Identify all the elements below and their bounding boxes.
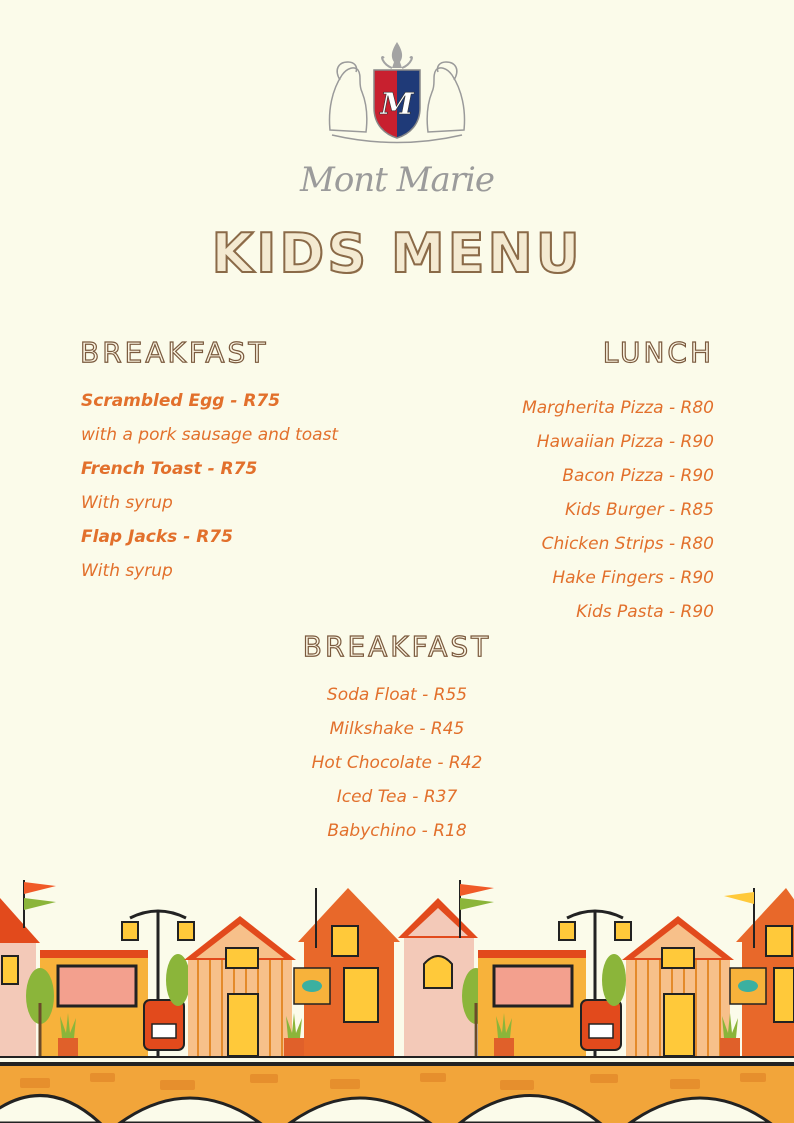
page-title: KIDS MENU [211,222,583,285]
lunch-item: Chicken Strips - R80 [541,534,714,554]
breakfast-heading: BREAKFAST [80,336,269,369]
drinks-heading: BREAKFAST [302,630,492,663]
lunch-item: Hawaiian Pizza - R90 [536,432,714,452]
lunch-item: Hake Fingers - R90 [552,568,714,588]
mont-marie-crest-logo [322,40,472,145]
brand-name: Mont Marie [300,160,494,200]
drinks-item: Hot Chocolate - R42 [311,753,483,773]
lunch-item: Kids Burger - R85 [565,500,714,520]
breakfast-item: Flap Jacks - R75 [81,527,233,547]
breakfast-item: With syrup [81,561,173,581]
breakfast-item: Scrambled Egg - R75 [81,391,281,411]
breakfast-item: French Toast - R75 [81,459,258,479]
svg-text:M: M [380,87,414,122]
town-street-illustration [0,868,794,1123]
lunch-item: Kids Pasta - R90 [576,602,714,622]
lunch-item: Margherita Pizza - R80 [522,398,714,418]
drinks-item: Iced Tea - R37 [336,787,458,807]
breakfast-item: with a pork sausage and toast [81,425,339,445]
lunch-heading: LUNCH [602,336,714,369]
drinks-item: Babychino - R18 [327,821,467,841]
lunch-item: Bacon Pizza - R90 [562,466,714,486]
drinks-item: Soda Float - R55 [326,685,468,705]
breakfast-item: With syrup [81,493,173,513]
drinks-item: Milkshake - R45 [329,719,465,739]
